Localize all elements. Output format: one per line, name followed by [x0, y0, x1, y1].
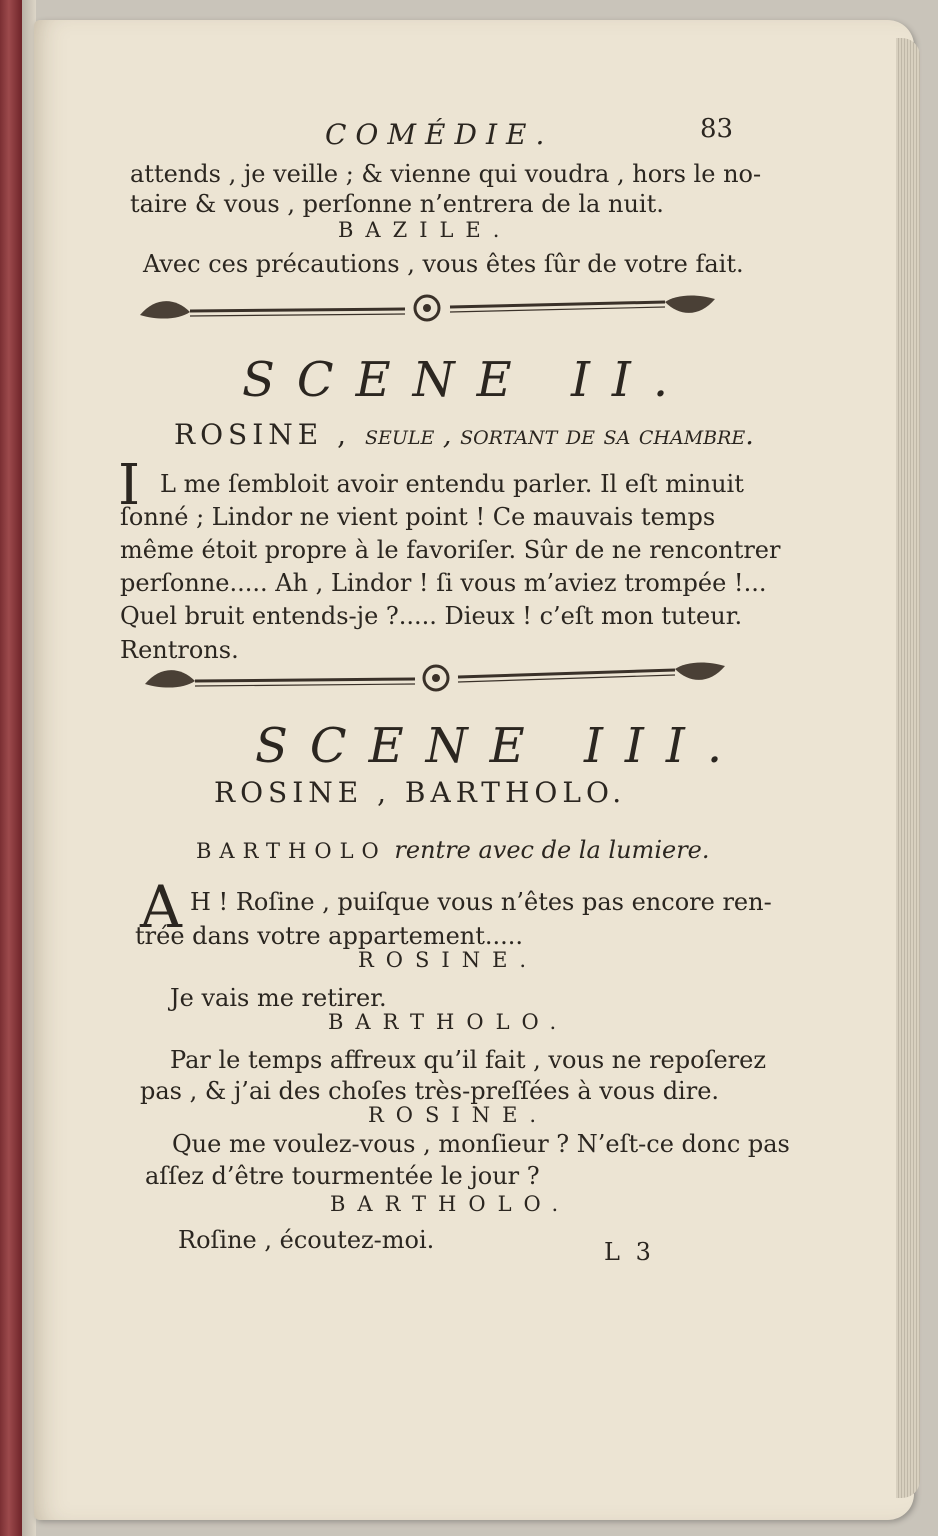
speaker-name: ROSINE.	[368, 1103, 549, 1127]
ornament-divider	[140, 654, 730, 694]
text-line: Je vais me retirer.	[170, 984, 387, 1012]
text-line: Rentrons.	[120, 636, 239, 664]
text-line: pas , & j’ai des choſes très-preſſées à vous dire.	[140, 1077, 720, 1105]
text-line: Que me voulez-vous , monſieur ? N’eſt-ce donc pas	[172, 1130, 790, 1158]
drop-cap: A	[140, 873, 182, 941]
text-line: aſſez d’être tourmentée le jour ?	[145, 1162, 540, 1190]
text-line: Quel bruit entends-je ?..... Dieux ! c’eſt mon tuteur.	[120, 602, 743, 630]
speaker-name: BARTHOLO.	[328, 1010, 569, 1034]
stage-direction: rentre avec de la lumiere.	[394, 836, 710, 864]
scene-title: SCENE III.	[255, 718, 745, 774]
speaker-name: BAZILE.	[338, 218, 512, 242]
ornament-divider	[135, 287, 720, 327]
speaker-name: BARTHOLO	[196, 839, 387, 863]
speaker-name: ROSINE.	[358, 948, 539, 972]
text-line: trée dans votre appartement.....	[135, 922, 524, 950]
text-line: Roſine , écoutez-moi.	[178, 1226, 435, 1254]
cast-name: ROSINE ,	[174, 418, 352, 451]
running-header: COMÉDIE.	[325, 118, 554, 151]
text-line: L me ſembloit avoir entendu parler. Il eſt minuit	[160, 470, 744, 498]
text-line: H ! Roſine , puiſque vous n’êtes pas encore ren-	[190, 888, 772, 916]
cast-line: ROSINE , BARTHOLO.	[214, 776, 627, 809]
speaker-name: BARTHOLO.	[330, 1192, 571, 1216]
page-number: 83	[700, 114, 734, 144]
text-line: perſonne..... Ah , Lindor ! ſi vous m’aviez trompée !...	[120, 569, 767, 597]
text-line: Avec ces précautions , vous êtes ſûr de votre fait.	[143, 250, 744, 278]
drop-cap: I	[118, 453, 141, 518]
text-line: Par le temps affreux qu’il fait , vous ne repoſerez	[170, 1046, 766, 1074]
text-line: ſonné ; Lindor ne vient point ! Ce mauvais temps	[120, 503, 716, 531]
text-line: taire & vous , perſonne n’entrera de la nuit.	[130, 190, 664, 218]
stage-direction: ſeule , ſortant de ſa chambre.	[364, 420, 754, 451]
text-line: même étoit propre à le favoriſer. Sûr de ne rencontrer	[120, 536, 781, 564]
text-line: attends , je veille ; & vienne qui voudra , hors le no-	[130, 160, 762, 188]
signature-mark: L 3	[604, 1238, 655, 1266]
stage-direction-line	[196, 836, 710, 864]
scene-title: SCENE II.	[242, 352, 691, 408]
cast-line	[174, 418, 754, 451]
